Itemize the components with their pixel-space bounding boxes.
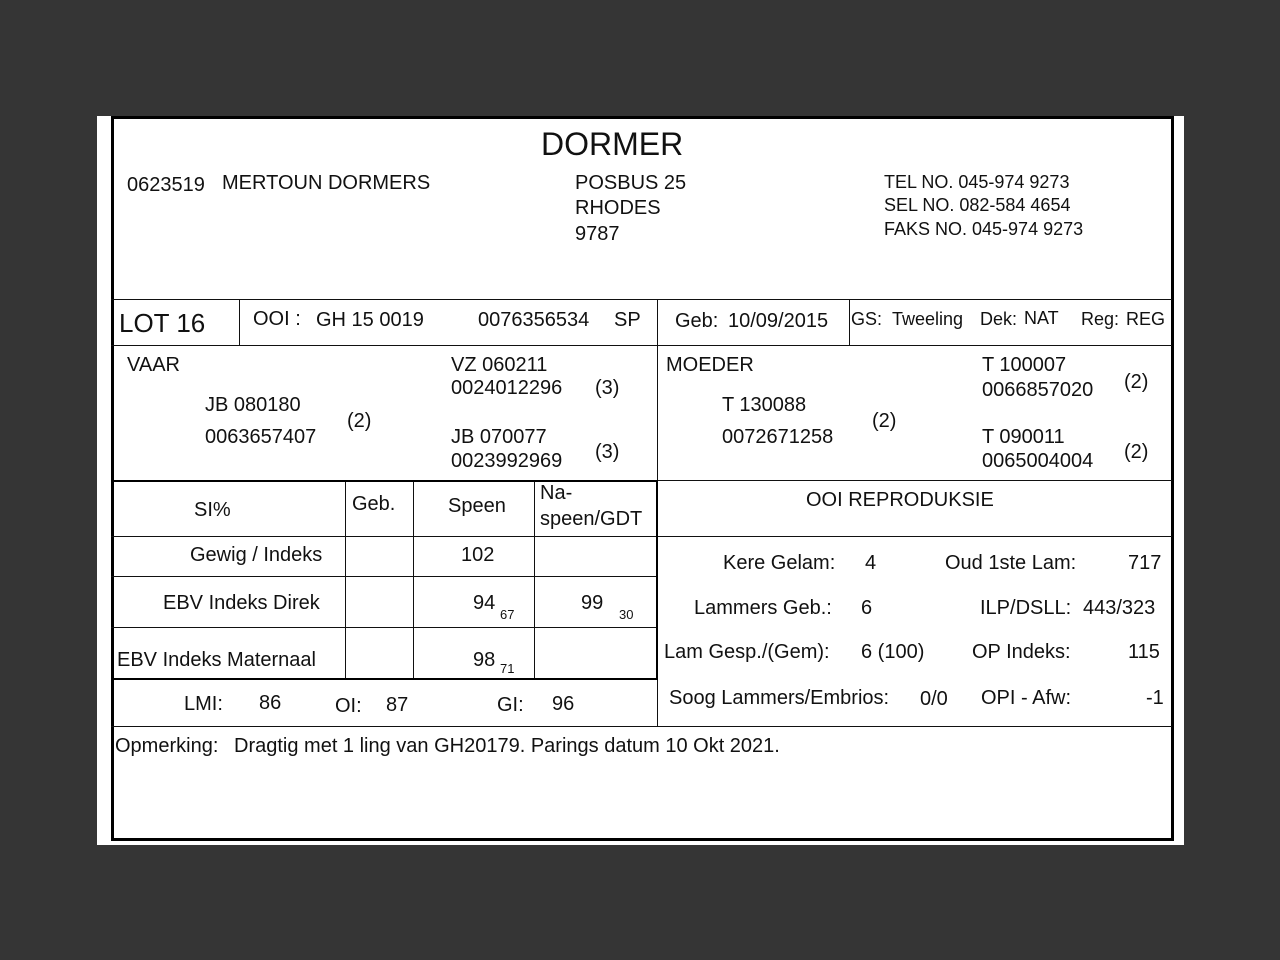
- row-label-weight-index: Gewig / Indeks: [190, 544, 323, 566]
- weaning-weight-index: 102: [461, 544, 495, 566]
- ebv-direct-weaning-accuracy: 67: [500, 607, 515, 622]
- first-lamb-age-value: 717: [1128, 552, 1162, 574]
- suckling-embryos-label: Soog Lammers/Embrios:: [669, 687, 890, 709]
- ebv-maternal-weaning: 98: [473, 649, 496, 671]
- sire-dam-grade: (3): [595, 441, 620, 463]
- divider: [657, 299, 658, 345]
- weaning-header: Speen: [448, 495, 506, 517]
- dam-sire-number: 0066857020: [982, 379, 1094, 401]
- divider: [111, 299, 1172, 300]
- breeder-name: MERTOUN DORMERS: [222, 172, 431, 194]
- birth-date: 10/09/2015: [728, 310, 829, 332]
- divider: [656, 480, 658, 680]
- address-line-1: POSBUS 25: [575, 172, 687, 194]
- sire-grade: (2): [347, 410, 372, 432]
- sire-dam-number: 0023992969: [451, 450, 563, 472]
- lot-card: [97, 116, 1184, 845]
- post-weaning-header-2: speen/GDT: [540, 508, 643, 530]
- ewe-id: GH 15 0019: [316, 309, 424, 331]
- divider: [111, 627, 658, 628]
- ebv-direct-weaning: 94: [473, 592, 496, 614]
- suckling-embryos-value: 0/0: [920, 688, 948, 710]
- si-percent-header: SI%: [194, 499, 231, 521]
- oi-label: OI:: [335, 695, 362, 717]
- gi-label: GI:: [497, 694, 524, 716]
- opi-deviation-value: -1: [1146, 687, 1164, 709]
- op-index-label: OP Indeks:: [972, 641, 1071, 663]
- birth-weight-header: Geb.: [352, 493, 396, 515]
- divider: [239, 299, 240, 345]
- lambs-born-label: Lammers Geb.:: [694, 597, 832, 619]
- card-title: DORMER: [541, 126, 684, 162]
- ebv-direct-post-weaning: 99: [581, 592, 604, 614]
- divider: [111, 678, 658, 680]
- birth-status-label: GS:: [851, 309, 883, 329]
- divider: [111, 576, 658, 577]
- ebv-maternal-weaning-accuracy: 71: [500, 661, 515, 676]
- ilp-dsll-label: ILP/DSLL:: [980, 597, 1072, 619]
- gi-value: 96: [552, 693, 575, 715]
- sire-id: JB 080180: [205, 394, 301, 416]
- address-line-2: RHODES: [575, 197, 661, 219]
- divider: [111, 480, 658, 482]
- oi-value: 87: [386, 694, 409, 716]
- birth-status-value: Tweeling: [892, 309, 964, 329]
- dam-label: MOEDER: [666, 354, 754, 376]
- divider: [413, 482, 414, 678]
- ewe-label: OOI :: [253, 308, 301, 330]
- birth-label: Geb:: [675, 310, 719, 332]
- lambs-weaned-label: Lam Gesp./(Gem):: [664, 641, 830, 663]
- divider: [657, 680, 658, 726]
- reg-label: Reg:: [1081, 309, 1120, 329]
- sire-dam-id: JB 070077: [451, 426, 547, 448]
- lambs-weaned-value: 6 (100): [861, 641, 925, 663]
- sire-sire-number: 0024012296: [451, 377, 563, 399]
- dam-id: T 130088: [722, 394, 807, 416]
- ilp-dsll-value: 443/323: [1083, 597, 1156, 619]
- mating-value: NAT: [1024, 308, 1059, 328]
- sire-number: 0063657407: [205, 426, 317, 448]
- divider: [657, 345, 658, 481]
- dam-dam-grade: (2): [1124, 441, 1149, 463]
- remarks-text: Dragtig met 1 ling van GH20179. Parings datum 10 Okt 2021.: [234, 735, 780, 757]
- address-line-3: 9787: [575, 223, 620, 245]
- first-lamb-age-label: Oud 1ste Lam:: [945, 552, 1077, 574]
- frame-left: [111, 116, 114, 840]
- registration-number: 0076356534: [478, 309, 590, 331]
- times-lambed-value: 4: [865, 552, 877, 574]
- op-index-value: 115: [1128, 641, 1160, 663]
- cell-number: SEL NO. 082-584 4654: [884, 195, 1071, 215]
- row-label-ebv-direct: EBV Indeks Direk: [163, 592, 320, 614]
- sire-sire-id: VZ 060211: [451, 354, 548, 376]
- lambs-born-value: 6: [861, 597, 873, 619]
- tel-number: TEL NO. 045-974 9273: [884, 172, 1070, 192]
- frame-top: [111, 116, 1174, 119]
- divider: [111, 536, 1172, 537]
- reproduction-title: OOI REPRODUKSIE: [806, 489, 994, 511]
- divider: [111, 345, 1172, 346]
- breeder-id: 0623519: [127, 174, 205, 196]
- sire-label: VAAR: [127, 354, 180, 376]
- divider: [345, 482, 346, 678]
- divider: [111, 726, 1172, 727]
- divider: [534, 482, 535, 678]
- dam-grade: (2): [872, 410, 897, 432]
- breed-code: SP: [614, 309, 641, 331]
- remarks-label: Opmerking:: [115, 735, 219, 757]
- dam-dam-number: 0065004004: [982, 450, 1094, 472]
- row-label-ebv-maternal: EBV Indeks Maternaal: [117, 649, 316, 671]
- sire-sire-grade: (3): [595, 377, 620, 399]
- frame-bottom: [111, 838, 1174, 841]
- lot-number: LOT 16: [119, 308, 206, 338]
- frame-right: [1171, 116, 1174, 840]
- lmi-label: LMI:: [184, 693, 223, 715]
- dam-number: 0072671258: [722, 426, 834, 448]
- mating-label: Dek:: [980, 309, 1018, 329]
- divider: [658, 480, 1172, 481]
- divider: [849, 299, 850, 345]
- post-weaning-header: Na-: [540, 482, 573, 504]
- dam-dam-id: T 090011: [982, 426, 1065, 448]
- reg-value: REG: [1126, 309, 1166, 329]
- times-lambed-label: Kere Gelam:: [723, 552, 836, 574]
- lmi-value: 86: [259, 692, 282, 714]
- ebv-direct-post-weaning-accuracy: 30: [619, 607, 634, 622]
- fax-number: FAKS NO. 045-974 9273: [884, 219, 1084, 239]
- dam-sire-id: T 100007: [982, 354, 1067, 376]
- opi-deviation-label: OPI - Afw:: [981, 687, 1072, 709]
- dam-sire-grade: (2): [1124, 371, 1149, 393]
